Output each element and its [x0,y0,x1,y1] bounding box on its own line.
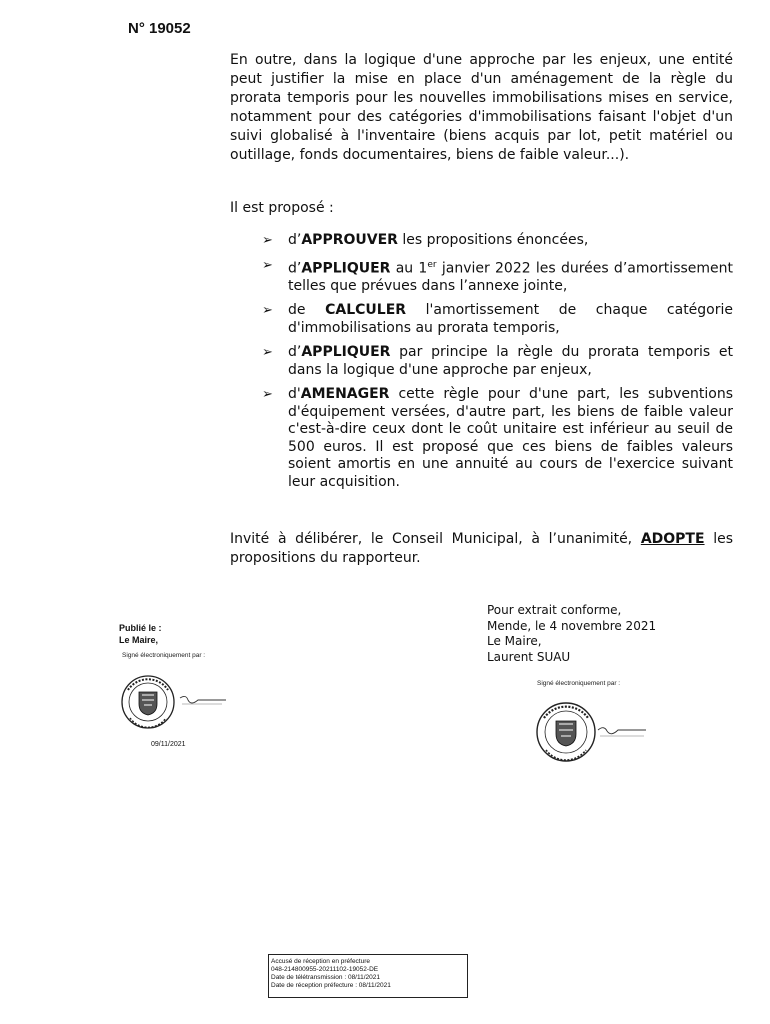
prefecture-receipt-box: Accusé de réception en préfecture 048-214800955-20211102-19052-DE Date de télétransmission : 08/11/2021 Date de réception préfecture : 08/11/2021 [268,954,468,998]
proposal-item: ➢ d’APPLIQUER au 1er janvier 2022 les durées d’amortissement telles que prévues dans l’annexe jointe, [262,257,734,294]
mayor-role-label: Le Maire, [119,635,159,645]
arrow-bullet-icon: ➢ [262,257,273,273]
publication-date: 09/11/2021 [151,741,186,748]
proposals-list [262,232,733,498]
published-label: Publié le : [119,623,162,633]
signed-electronically-label-right: Signé électroniquement par : [537,680,621,687]
proposal-keyword: APPLIQUER [301,260,391,277]
mayor-seal-stamp-left [118,672,228,732]
intro-paragraph: En outre, dans la logique d'une approche par les enjeux, une entité peut justifier la mise en place d'un aménagement de la règle du prorata temporis pour les nouvelles immobilisations mises en service, notamment pour des catégories d'immobilisations faisant l'objet d'un suivi globalisé à l'inventaire (biens acquis par lot, petit matériel ou outillage, fonds documentaires, biens de faible valeur...). [230,52,733,163]
proposal-keyword: APPROUVER [301,232,398,248]
proposal-keyword: APPLIQUER [301,344,391,361]
proposal-item: ➢ de CALCULER l'amortissement de chaque catégorie d'immobilisations au prorata temporis, [262,302,734,336]
arrow-bullet-icon: ➢ [262,233,273,248]
proposal-item: ➢ d'AMENAGER cette règle pour d'une part, les subventions d'équipement versées, d'autre part, les biens de faible valeur c'est-à-dire ceux dont le coût unitaire est inférieur au seuil de 500 euros. Il est proposé que ces biens de faibles valeurs soient amortis en une annuité au cours de l'exercice suivant leur acquisition. [262,386,733,490]
proposal-keyword: CALCULER [325,302,407,319]
proposal-item: ➢ d’APPROUVER les propositions énoncées, [262,232,589,248]
arrow-bullet-icon: ➢ [262,345,273,361]
arrow-bullet-icon: ➢ [262,303,273,319]
proposal-keyword: AMENAGER [300,386,390,403]
council-decision: Invité à délibérer, le Conseil Municipal, à l’unanimité, ADOPTE les propositions du rapporteur. [230,531,734,566]
arrow-bullet-icon: ➢ [262,387,273,403]
signed-electronically-label: Signé électroniquement par : [122,652,206,659]
mayor-seal-stamp-right [530,700,650,764]
propose-label: Il est proposé : [230,200,334,216]
publication-block [119,622,162,646]
mayor-name: Laurent SUAU [487,649,571,664]
document-number: N° 19052 [128,20,191,37]
decision-keyword: ADOPTE [640,531,705,547]
extract-conforme-block: Pour extrait conforme, Mende, le 4 novembre 2021 Le Maire, Laurent SUAU [487,603,657,664]
proposal-item: ➢ d’APPLIQUER par principe la règle du prorata temporis et dans la logique d'une approche par enjeux, [262,344,733,378]
